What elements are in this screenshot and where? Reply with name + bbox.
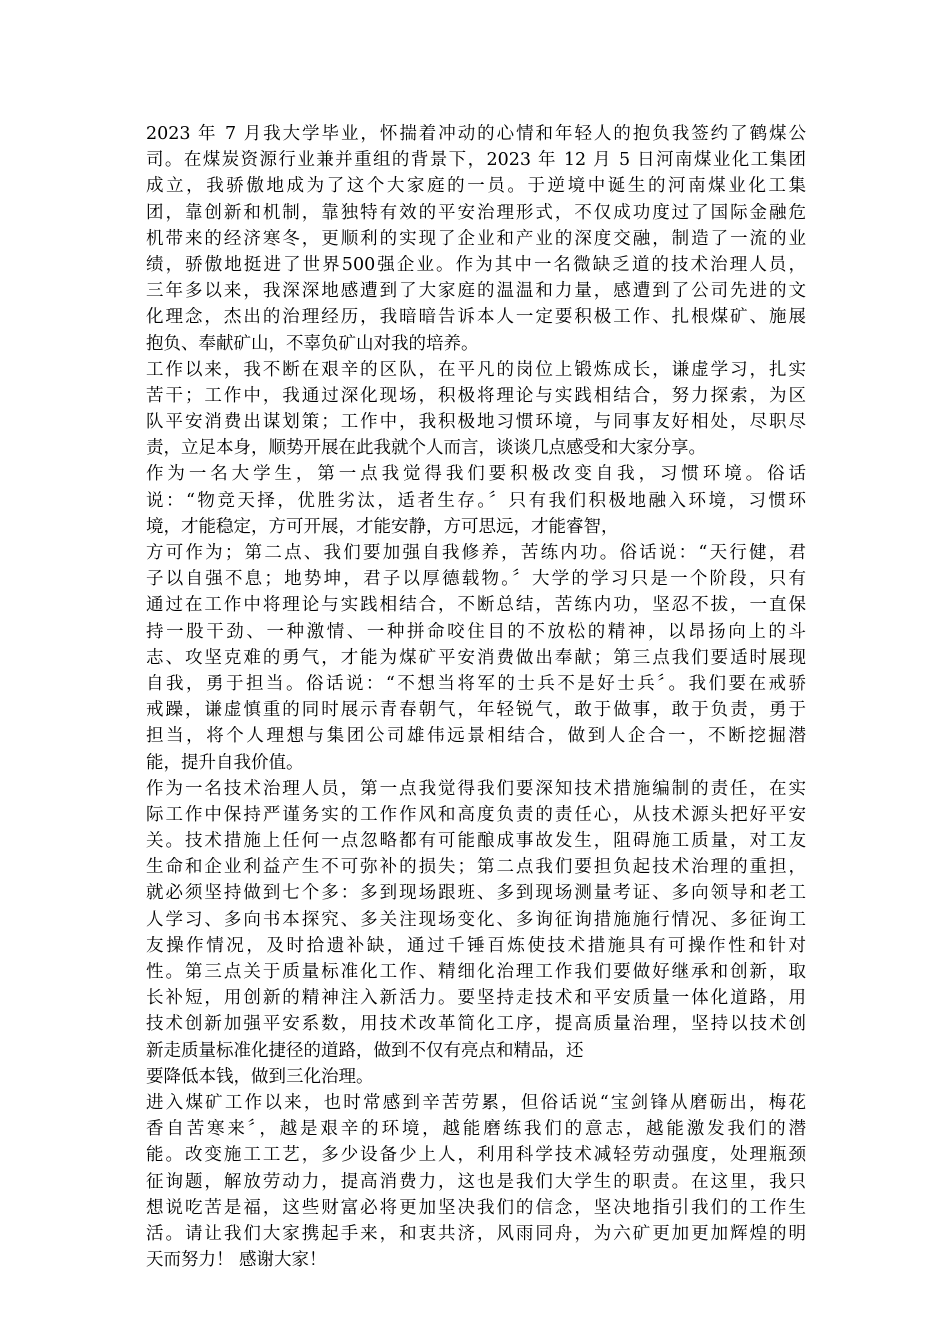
text-line: 绩，骄傲地挺进了世界500强企业。作为其中一名微缺乏道的技术治理人员， bbox=[146, 254, 806, 275]
text-line: 境，才能稳定，方可开展，才能安静，方可思远，才能睿智， bbox=[146, 516, 619, 537]
text-line: 司。在煤炭资源行业兼并重组的背景下，2023 年 12 月 5 日河南煤业化工集团 bbox=[146, 150, 806, 171]
text-line: 成立，我骄傲地成为了这个大家庭的一员。于逆境中诞生的河南煤业化工集 bbox=[146, 176, 806, 197]
text-line: 担当，将个人理想与集团公司雄伟远景相结合，做到人企合一，不断挖掘潜 bbox=[146, 726, 806, 747]
text-line: 机带来的经济寒冬，更顺利的实现了企业和产业的深度交融，制造了一流的业 bbox=[146, 228, 806, 249]
text-line: 2023 年 7 月我大学毕业，怀揣着冲动的心情和年轻人的抱负我签约了鹤煤公 bbox=[146, 124, 806, 144]
text-line: 化理念，杰出的治理经历，我暗暗告诉本人一定要积极工作、扎根煤矿、施展 bbox=[146, 307, 806, 328]
text-line: 友操作情况，及时拾遗补缺，通过千锤百炼使技术措施具有可操作性和针对 bbox=[146, 935, 806, 956]
text-line: 持一股干劲、一种激情、一种拼命咬住目的不放松的精神，以昂扬向上的斗 bbox=[146, 621, 806, 642]
document-body bbox=[146, 121, 806, 1273]
text-line: 作为一名大学生，第一点我觉得我们要积极改变自我，习惯环境。俗话 bbox=[146, 464, 806, 485]
text-line: 作为一名技术治理人员，第一点我觉得我们要深知技术措施编制的责任，在实 bbox=[146, 778, 806, 799]
text-line: 通过在工作中将理论与实践相结合，不断总结，苦练内功，坚忍不拔，一直保 bbox=[146, 595, 806, 616]
text-line: 戒躁，谦虚慎重的同时展示青春朝气，年轻锐气，敢于做事，敢于负责，勇于 bbox=[146, 700, 806, 721]
text-line: 活。请让我们大家携起手来，和衷共济，风雨同舟，为六矿更加更加辉煌的明 bbox=[146, 1223, 806, 1244]
text-line: 工作以来，我不断在艰辛的区队，在平凡的岗位上锻炼成长，谦虚学习，扎实 bbox=[146, 359, 806, 380]
text-line: 香自苦寒来〞，越是艰辛的环境，越能磨练我们的意志，越能激发我们的潜 bbox=[146, 1119, 806, 1140]
text-line: 团，靠创新和机制，靠独特有效的平安治理形式，不仅成功度过了国际金融危 bbox=[146, 202, 806, 223]
text-line: 就必须坚持做到七个多：多到现场跟班、多到现场测量考证、多向领导和老工 bbox=[146, 883, 806, 904]
text-line: 能，提升自我价值。 bbox=[146, 752, 304, 773]
text-line: 志、攻坚克难的勇气，才能为煤矿平安消费做出奉献；第三点我们要适时展现 bbox=[146, 647, 806, 668]
text-line: 生命和企业利益产生不可弥补的损失；第二点我们要担负起技术治理的重担， bbox=[146, 857, 806, 878]
text-line: 苦干；工作中，我通过深化现场，积极将理论与实践相结合，努力探索，为区 bbox=[146, 385, 806, 406]
text-line: 性。第三点关于质量标准化工作、精细化治理工作我们要做好继承和创新，取 bbox=[146, 962, 806, 982]
text-line: 队平安消费出谋划策；工作中，我积极地习惯环境，与同事友好相处，尽职尽 bbox=[146, 412, 806, 433]
text-line: 要降低本钱，做到三化治理。 bbox=[146, 1066, 374, 1087]
text-line: 进入煤矿工作以来，也时常感到辛苦劳累，但俗话说“宝剑锋从磨砺出，梅花 bbox=[146, 1092, 806, 1113]
text-line: 三年多以来，我深深地感遭到了大家庭的温温和力量，感遭到了公司先进的文 bbox=[146, 281, 806, 302]
text-line: 人学习、多向书本探究、多关注现场变化、多询征询措施施行情况、多征询工 bbox=[146, 909, 806, 930]
text-line: 想说吃苦是福，这些财富必将更加坚决我们的信念，坚决地指引我们的工作生 bbox=[146, 1197, 806, 1218]
text-line: 技术创新加强平安系数，用技术改革简化工序，提高质量治理，坚持以技术创 bbox=[146, 1014, 806, 1035]
text-line: 抱负、奉献矿山，不辜负矿山对我的培养。 bbox=[146, 333, 479, 354]
text-line: 新走质量标准化捷径的道路，做到不仅有亮点和精品，还 bbox=[146, 1040, 584, 1061]
text-line: 际工作中保持严谨务实的工作作风和高度负责的责任心，从技术源头把好平安 bbox=[146, 804, 806, 825]
text-line: 天而努力！ 感谢大家！ bbox=[146, 1250, 327, 1271]
text-line: 自我，勇于担当。俗话说：“不想当将军的士兵不是好士兵〞。我们要在戒骄 bbox=[146, 673, 806, 694]
text-line: 子以自强不息；地势坤，君子以厚德载物。〞大学的学习只是一个阶段，只有 bbox=[146, 569, 806, 590]
text-line: 责，立足本身，顺势开展在此我就个人而言，谈谈几点感受和大家分享。 bbox=[146, 438, 706, 459]
text-line: 能。改变施工工艺，多少设备少上人，利用科学技术减轻劳动强度，处理瓶颈 bbox=[146, 1145, 806, 1166]
text-line: 征询题，解放劳动力，提高消费力，这也是我们大学生的职责。在这里，我只 bbox=[146, 1171, 806, 1192]
text-line: 长补短，用创新的精神注入新活力。要坚持走技术和平安质量一体化道路，用 bbox=[146, 988, 806, 1009]
text-line: 方可作为；第二点、我们要加强自我修养，苦练内功。俗话说：“天行健，君 bbox=[146, 543, 806, 563]
text-line: 说：“物竞天择，优胜劣汰，适者生存。〞只有我们积极地融入环境，习惯环 bbox=[146, 490, 806, 511]
text-line: 关。技术措施上任何一点忽略都有可能酿成事故发生，阻碍施工质量，对工友 bbox=[146, 831, 806, 852]
